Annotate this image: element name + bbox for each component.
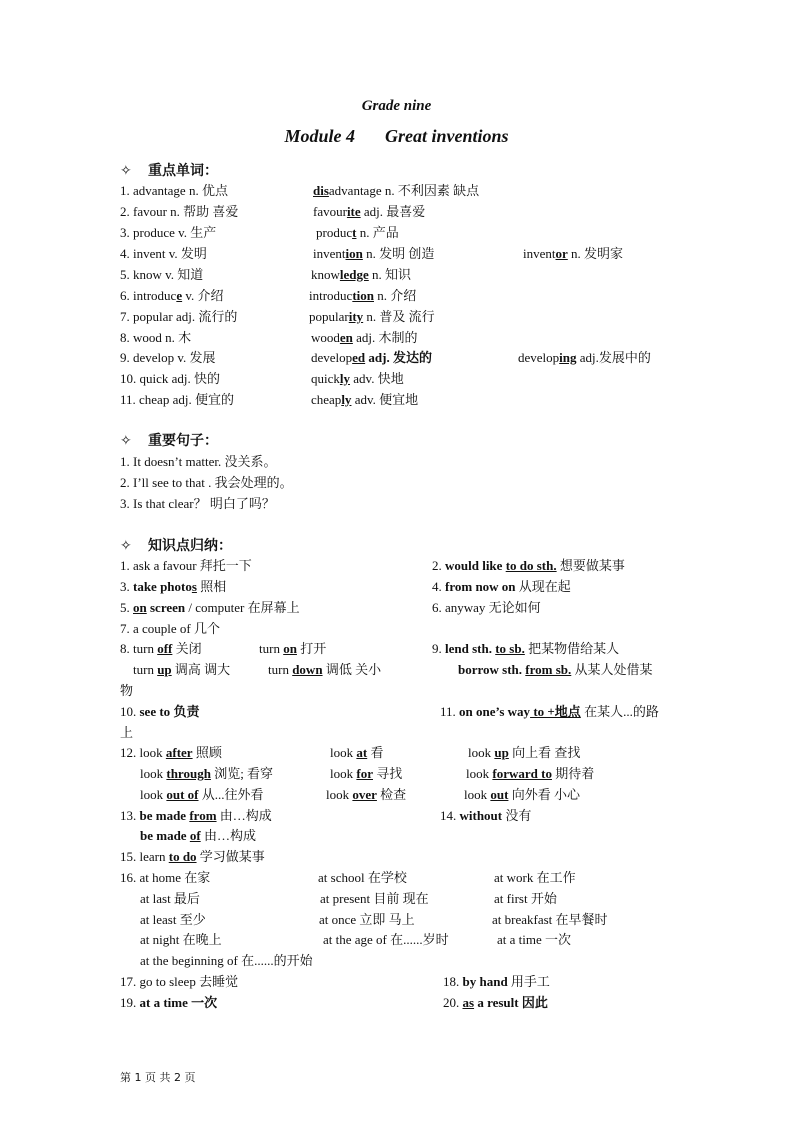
point-9 [432,641,619,657]
num: 20. [443,995,463,1010]
suffix: en [339,330,353,345]
phrase: lend sth. [445,641,496,656]
rest: n. 发明 创造 [362,246,435,261]
word-3: 3. produce v. 生产 [120,225,217,240]
phrase-underlined: as [462,995,475,1010]
phrase-underlined: to do sth. [505,558,557,573]
phrase: look [466,766,493,781]
word-9-derived-2 [518,350,651,366]
word-5-derived [311,267,411,283]
meaning: 看 [367,745,384,760]
particle: for [356,766,373,781]
point-16-beginning: at the beginning of 在......的开始 [140,953,313,968]
meaning: 一次 [187,995,218,1010]
module-name: Great inventions [385,126,509,146]
sentence-2: 2. I’ll see to that . 我会处理的。 [120,475,293,490]
word-4-derived-2 [523,246,623,262]
point-16-last: at last 最后 [140,891,200,906]
point-16-breakfast: at breakfast 在早餐时 [492,912,608,927]
phrase: turn [268,662,293,677]
phrase-underlined: on [133,600,147,615]
point-8 [120,641,202,657]
num: 14. [440,808,460,823]
point-11-wrap: 上 [120,725,134,740]
word-10: 10. quick adj. 快的 [120,371,221,386]
point-16-school: at school 在学校 [318,870,407,885]
meaning: 调低 关小 [322,662,382,677]
point-12-out [464,787,580,803]
point-19 [120,995,217,1011]
particle: at [356,745,368,760]
word-7-derived [309,309,435,325]
point-12-forward [466,766,594,782]
meaning: 期待着 [551,766,595,781]
particle: after [165,745,193,760]
section-heading-words [120,160,218,180]
point-12-for [330,766,402,782]
suffix: ly [341,392,352,407]
word-3-derived [316,225,399,241]
particle: over [352,787,377,802]
meaning: 负责 [170,704,200,719]
point-16-first: at first 开始 [494,891,557,906]
word-10-derived [311,371,404,387]
word-7: 7. popular adj. 流行的 [120,309,238,324]
diamond-bullet-icon: ✧ [120,163,132,179]
meaning: 照相 [196,579,227,594]
stem: develop [311,350,353,365]
meaning: 没有 [502,808,532,823]
point-12-up [468,745,580,761]
particle: down [292,662,323,677]
meaning: 由…构成 [216,808,272,823]
num: 18. [443,974,463,989]
phrase: look [330,766,357,781]
point-13 [120,808,272,824]
phrase-underlined: to +地点 [530,704,581,719]
point-16-work: at work 在工作 [494,870,576,885]
point-10 [120,704,199,720]
suffix: ledge [339,267,369,282]
point-13-of [140,828,256,844]
num: 5. [120,600,133,615]
rest: advantage n. 不利因素 缺点 [328,183,480,198]
point-16-once: at once 立即 马上 [319,912,415,927]
point-17: 17. go to sleep 去睡觉 [120,974,239,989]
stem: favour [313,204,347,219]
stem: wood [311,330,340,345]
rest: n. 发明家 [567,246,624,261]
meaning: 从现在起 [515,579,571,594]
point-16-night: at night 在晚上 [140,932,222,947]
phrase: 8. turn [120,641,158,656]
heading-text: 知识点归纳： [148,538,232,554]
phrase: look [330,745,357,760]
word-2: 2. favour n. 帮助 喜爱 [120,204,239,219]
stem: 6. introduc [120,288,177,303]
point-12-after [120,745,222,761]
module-number: Module 4 [284,126,355,146]
suffix: ity [348,309,364,324]
phrase: a result [474,995,519,1010]
num: 19. [120,995,140,1010]
particle: off [157,641,173,656]
point-16-present: at present 目前 现在 [320,891,429,906]
page-number-footer: 第 1 页 共 2 页 [120,1071,196,1084]
point-16-home: 16. at home 在家 [120,870,211,885]
suffix: or [555,246,568,261]
particle: forward to [492,766,552,781]
meaning: 因此 [518,995,548,1010]
particle: out [490,787,509,802]
stem: produc [316,225,353,240]
num: 11. [440,704,460,719]
num: 10. [120,704,140,719]
stem: invent [313,246,346,261]
particle: up [157,662,172,677]
rest: adj. 发达的 [365,350,432,365]
grade-title: Grade nine [361,98,432,114]
meaning: / computer 在屏幕上 [185,600,300,615]
phrase: look [326,787,353,802]
phrase-underlined: to sb. [495,641,525,656]
phrase: by hand [462,974,508,989]
meaning: 调高 调大 [171,662,231,677]
section-heading-sentences [120,430,218,450]
phrase: borrow sth. [458,662,526,677]
word-8: 8. wood n. 木 [120,330,192,345]
point-8-up [133,662,230,678]
num: 2. [432,558,445,573]
rest: v. 介绍 [182,288,224,303]
phrase: 15. learn [120,849,169,864]
meaning: 在某人...的路 [580,704,659,719]
phrase: look [464,787,491,802]
point-18 [443,974,550,990]
particle: from [189,808,217,823]
phrase: at a time [139,995,188,1010]
meaning: 检查 [376,787,407,802]
rest: n. 介绍 [374,288,417,303]
meaning: 向外看 小心 [508,787,580,802]
meaning: 向上看 查找 [508,745,581,760]
stem: cheap [311,392,342,407]
point-16-time: at a time 一次 [497,932,572,947]
point-4 [432,579,571,595]
meaning: 把某物借给某人 [524,641,620,656]
stem: develop [518,350,560,365]
point-14 [440,808,531,824]
stem: introduc [309,288,353,303]
point-12-over [326,787,406,803]
point-8-down [268,662,381,678]
suffix: ly [339,371,351,386]
point-16-age: at the age of 在......岁时 [323,932,449,947]
word-6-derived [309,288,416,304]
word-11: 11. cheap adj. 便宜的 [120,392,234,407]
point-20 [443,995,548,1011]
point-15 [120,849,265,865]
point-9-wrap: 物 [120,683,134,698]
phrase: on one’s way [459,704,531,719]
particle: on [283,641,297,656]
phrase: look [140,787,167,802]
meaning: 从...往外看 [198,787,264,802]
module-title [0,126,793,147]
stem: know [311,267,340,282]
meaning: 用手工 [507,974,550,989]
suffix: ing [559,350,577,365]
point-12-at [330,745,383,761]
phrase: screen [146,600,186,615]
phrase-underlined: from sb. [525,662,572,677]
particle: out of [166,787,199,802]
phrase-underlined: s [191,579,197,594]
num: 13. [120,808,140,823]
rest: n. 知识 [368,267,412,282]
word-2-derived [313,204,425,220]
word-11-derived [311,392,418,408]
point-7: 7. a couple of 几个 [120,621,221,636]
stem: popular [309,309,349,324]
sentence-3: 3. Is that clear？ 明白了吗？ [120,496,275,511]
word-1-derived [313,183,479,199]
section-heading-points [120,535,232,555]
point-2 [432,558,625,574]
rest: adv. 快地 [350,371,404,386]
meaning: 关闭 [172,641,202,656]
phrase: 12. look [120,745,166,760]
suffix: e [176,288,183,303]
meaning: 由…构成 [200,828,256,843]
phrase: would like [445,558,506,573]
word-9-derived [311,350,432,366]
heading-text: 重要句子： [148,433,218,449]
particle: of [189,828,201,843]
particle: to do [168,849,197,864]
particle: up [494,745,509,760]
suffix: t [352,225,357,240]
meaning: 照顾 [192,745,222,760]
heading-text: 重点单词： [148,163,218,179]
point-3 [120,579,226,595]
meaning: 浏览; 看穿 [210,766,274,781]
meaning: 从某人处借某 [571,662,653,677]
phrase: turn [133,662,158,677]
suffix: tion [352,288,374,303]
rest: n. 产品 [356,225,399,240]
rest: adj. 最喜爱 [360,204,426,219]
point-9-borrow [458,662,653,678]
suffix: ed [352,350,366,365]
rest: n. 普及 流行 [363,309,435,324]
phrase: from now on [445,579,516,594]
point-6: 6. anyway 无论如何 [432,600,541,615]
phrase: look [140,766,167,781]
word-4: 4. invent v. 发明 [120,246,207,261]
phrase: take photo [133,579,192,594]
word-1: 1. advantage n. 优点 [120,183,228,198]
phrase: be made [139,808,190,823]
phrase: look [468,745,495,760]
rest: adv. 便宜地 [351,392,419,407]
num: 4. [432,579,445,594]
num: 9. [432,641,445,656]
rest: adj. 木制的 [352,330,418,345]
word-8-derived [311,330,418,346]
phrase: be made [140,828,190,843]
phrase: turn [259,641,284,656]
diamond-bullet-icon: ✧ [120,433,132,449]
prefix: dis [313,183,329,198]
point-8-on [259,641,326,657]
meaning: 打开 [296,641,327,656]
point-12-through [140,766,273,782]
point-5 [120,600,300,616]
stem: invent [523,246,556,261]
particle: through [166,766,211,781]
point-12-outof [140,787,264,803]
sentence-1: 1. It doesn’t matter. 没关系。 [120,454,277,469]
stem: quick [311,371,340,386]
point-1: 1. ask a favour 拜托一下 [120,558,252,573]
meaning: 想要做某事 [556,558,625,573]
rest: adj.发展中的 [576,350,651,365]
diamond-bullet-icon: ✧ [120,538,132,554]
meaning: 学习做某事 [196,849,265,864]
point-16-least: at least 至少 [140,912,206,927]
meaning: 寻找 [372,766,403,781]
word-6 [120,288,224,304]
word-5: 5. know v. 知道 [120,267,204,282]
phrase: without [459,808,503,823]
suffix: ion [345,246,363,261]
word-9: 9. develop v. 发展 [120,350,216,365]
num: 3. [120,579,133,594]
word-4-derived [313,246,434,262]
phrase: see to [139,704,171,719]
suffix: ite [346,204,361,219]
point-11 [440,704,659,720]
